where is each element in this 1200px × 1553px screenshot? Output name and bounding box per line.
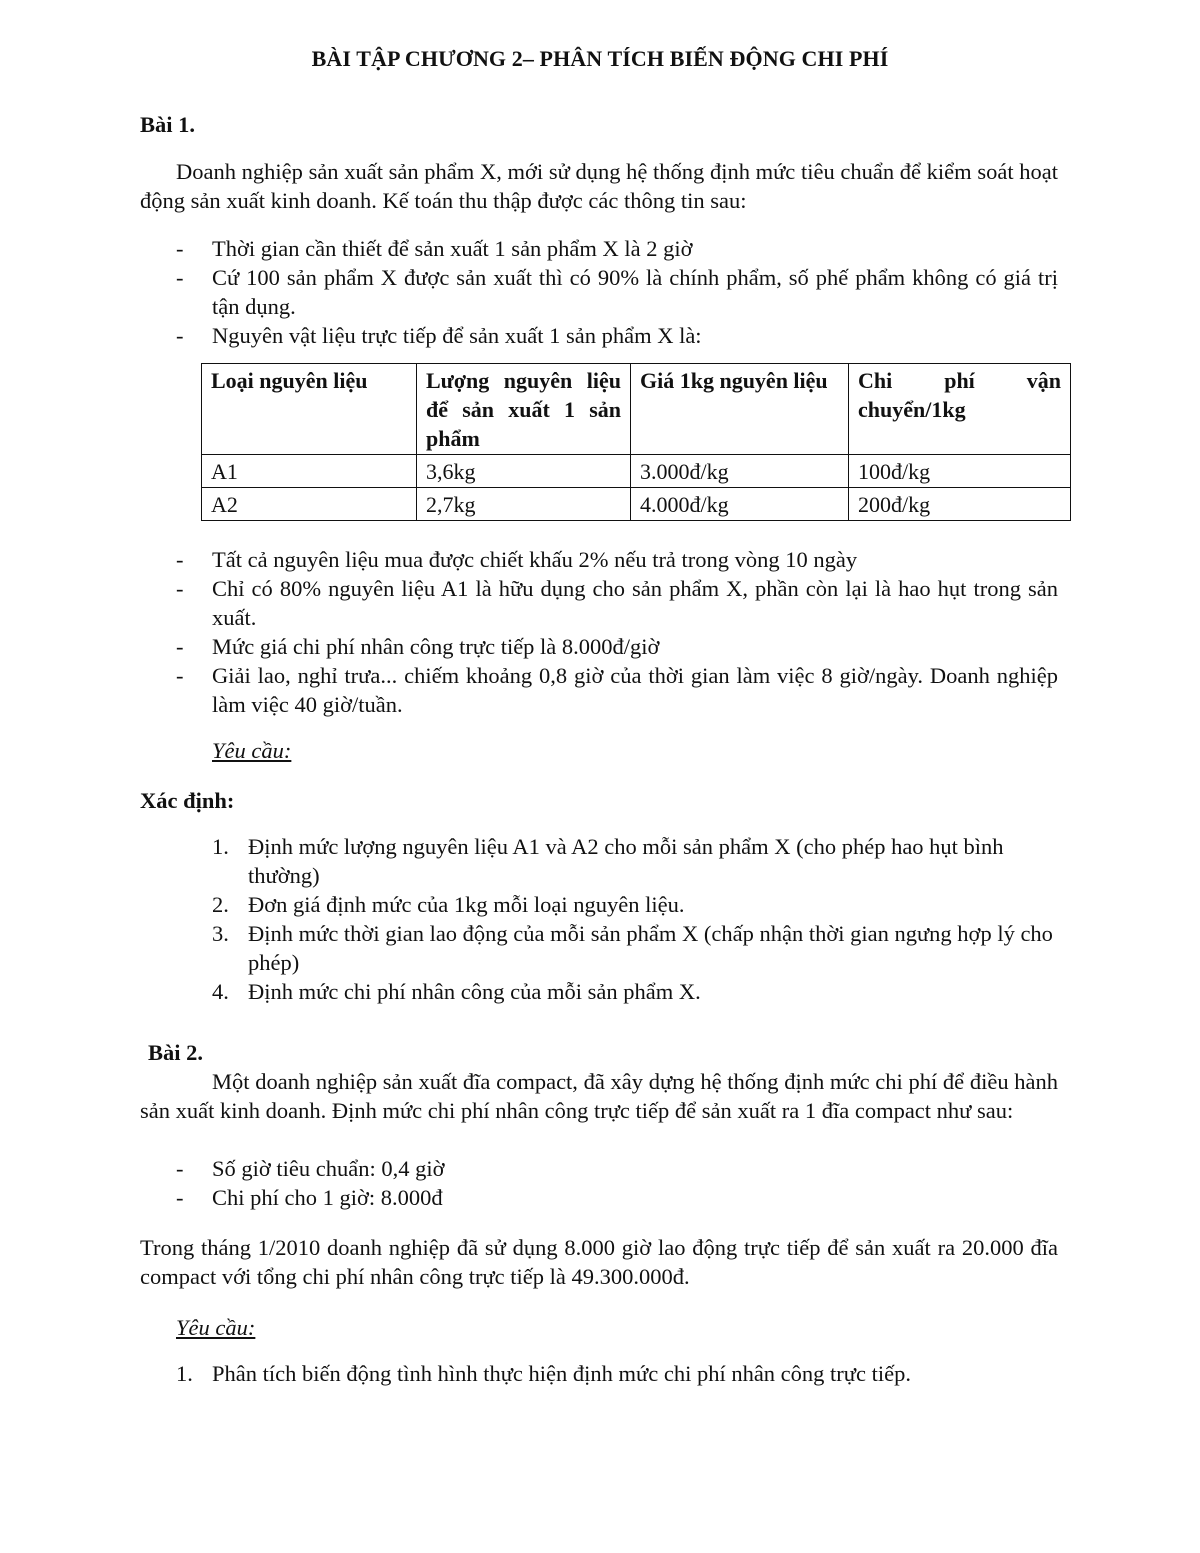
exercise-1-task-list: [212, 832, 1058, 1006]
table-cell: 3,6kg: [417, 455, 631, 488]
exercise-1-heading: Bài 1.: [140, 112, 196, 137]
list-item: - Giải lao, nghỉ trưa... chiếm khoảng 0,8 giờ của thời gian làm việc 8 giờ/ngày. Doanh nghiệp làm việc 40 giờ/tuần.: [176, 661, 1058, 719]
column-header: Chi phí vận chuyển/1kg: [849, 364, 1071, 455]
column-header: Lượng nguyên liệu để sản xuất 1 sản phẩm: [417, 364, 631, 455]
list-item: - Tất cả nguyên liệu mua được chiết khấu 2% nếu trả trong vòng 10 ngày: [176, 545, 1058, 574]
list-item: [212, 977, 1058, 1006]
column-header: Loại nguyên liệu: [202, 364, 417, 455]
exercise-2-intro: Một doanh nghiệp sản xuất đĩa compact, đã xây dựng hệ thống định mức chi phí để điều hành sản xuất kinh doanh. Định mức chi phí nhân công trực tiếp để sản xuất ra 1 đĩa compact như sau:: [140, 1069, 1058, 1123]
list-item: - Chỉ có 80% nguyên liệu A1 là hữu dụng cho sản phẩm X, phần còn lại là hao hụt trong sản xuất.: [176, 574, 1058, 632]
exercise-2-task-list: [176, 1359, 1058, 1388]
column-header: Giá 1kg nguyên liệu: [631, 364, 849, 455]
list-item: - Nguyên vật liệu trực tiếp để sản xuất 1 sản phẩm X là:: [176, 321, 1058, 350]
list-item-text: Đơn giá định mức của 1kg mỗi loại nguyên liệu.: [248, 892, 685, 917]
table-cell: A2: [202, 488, 417, 521]
exercise-2-summary: Trong tháng 1/2010 doanh nghiệp đã sử dụng 8.000 giờ lao động trực tiếp để sản xuất ra 20.000 đĩa compact với tổng chi phí nhân công trực tiếp là 49.300.000đ.: [140, 1235, 1058, 1289]
list-item: [176, 1359, 1058, 1388]
table-row: [202, 455, 1071, 488]
table-cell: 2,7kg: [417, 488, 631, 521]
table-cell: 100đ/kg: [849, 455, 1071, 488]
list-item: - Mức giá chi phí nhân công trực tiếp là 8.000đ/giờ: [176, 632, 1058, 661]
list-item: - Thời gian cần thiết để sản xuất 1 sản phẩm X là 2 giờ: [176, 234, 1058, 263]
list-item-number: 1.: [176, 1361, 193, 1386]
exercise-1-intro: Doanh nghiệp sản xuất sản phẩm X, mới sử dụng hệ thống định mức tiêu chuẩn để kiểm soát hoạt động sản xuất kinh doanh. Kế toán thu thập được các thông tin sau:: [140, 159, 1058, 213]
table-row: [202, 488, 1071, 521]
list-item: [212, 890, 1058, 919]
list-item-number: 1.: [212, 834, 229, 859]
list-item-text: Định mức thời gian lao động của mỗi sản phẩm X (chấp nhận thời gian ngưng hợp lý cho phép): [248, 921, 1053, 975]
table-cell: 200đ/kg: [849, 488, 1071, 521]
exercise-1-determine-heading: Xác định:: [140, 788, 235, 813]
list-item: - Cứ 100 sản phẩm X được sản xuất thì có 90% là chính phẩm, số phế phẩm không có giá trị tận dụng.: [176, 263, 1058, 321]
exercise-1-requirement-label: Yêu cầu:: [212, 738, 292, 763]
list-item-number: 3.: [212, 921, 229, 946]
list-item: [212, 832, 1058, 890]
list-item-text: Định mức lượng nguyên liệu A1 và A2 cho mỗi sản phẩm X (cho phép hao hụt bình thường): [248, 834, 1004, 888]
exercise-2-requirement-label: Yêu cầu:: [176, 1315, 256, 1340]
exercise-1-extra-conditions-list: [176, 545, 1058, 719]
list-item: - Chi phí cho 1 giờ: 8.000đ: [176, 1183, 1058, 1212]
list-item-text: Định mức chi phí nhân công của mỗi sản phẩm X.: [248, 979, 701, 1004]
table-cell: A1: [202, 455, 417, 488]
list-item: - Số giờ tiêu chuẩn: 0,4 giờ: [176, 1154, 1058, 1183]
list-item-number: 2.: [212, 892, 229, 917]
exercise-2-standards-list: [176, 1154, 1058, 1212]
table-cell: 4.000đ/kg: [631, 488, 849, 521]
list-item-text: Phân tích biến động tình hình thực hiện định mức chi phí nhân công trực tiếp.: [212, 1361, 911, 1386]
page-title: BÀI TẬP CHƯƠNG 2– PHÂN TÍCH BIẾN ĐỘNG CHI PHÍ: [311, 46, 889, 71]
exercise-1-conditions-list: [176, 234, 1058, 350]
table-cell: 3.000đ/kg: [631, 455, 849, 488]
table-header-row: [202, 364, 1071, 455]
exercise-2-heading: Bài 2.: [148, 1040, 204, 1065]
materials-table: [201, 363, 1071, 521]
list-item: [212, 919, 1058, 977]
list-item-number: 4.: [212, 979, 229, 1004]
